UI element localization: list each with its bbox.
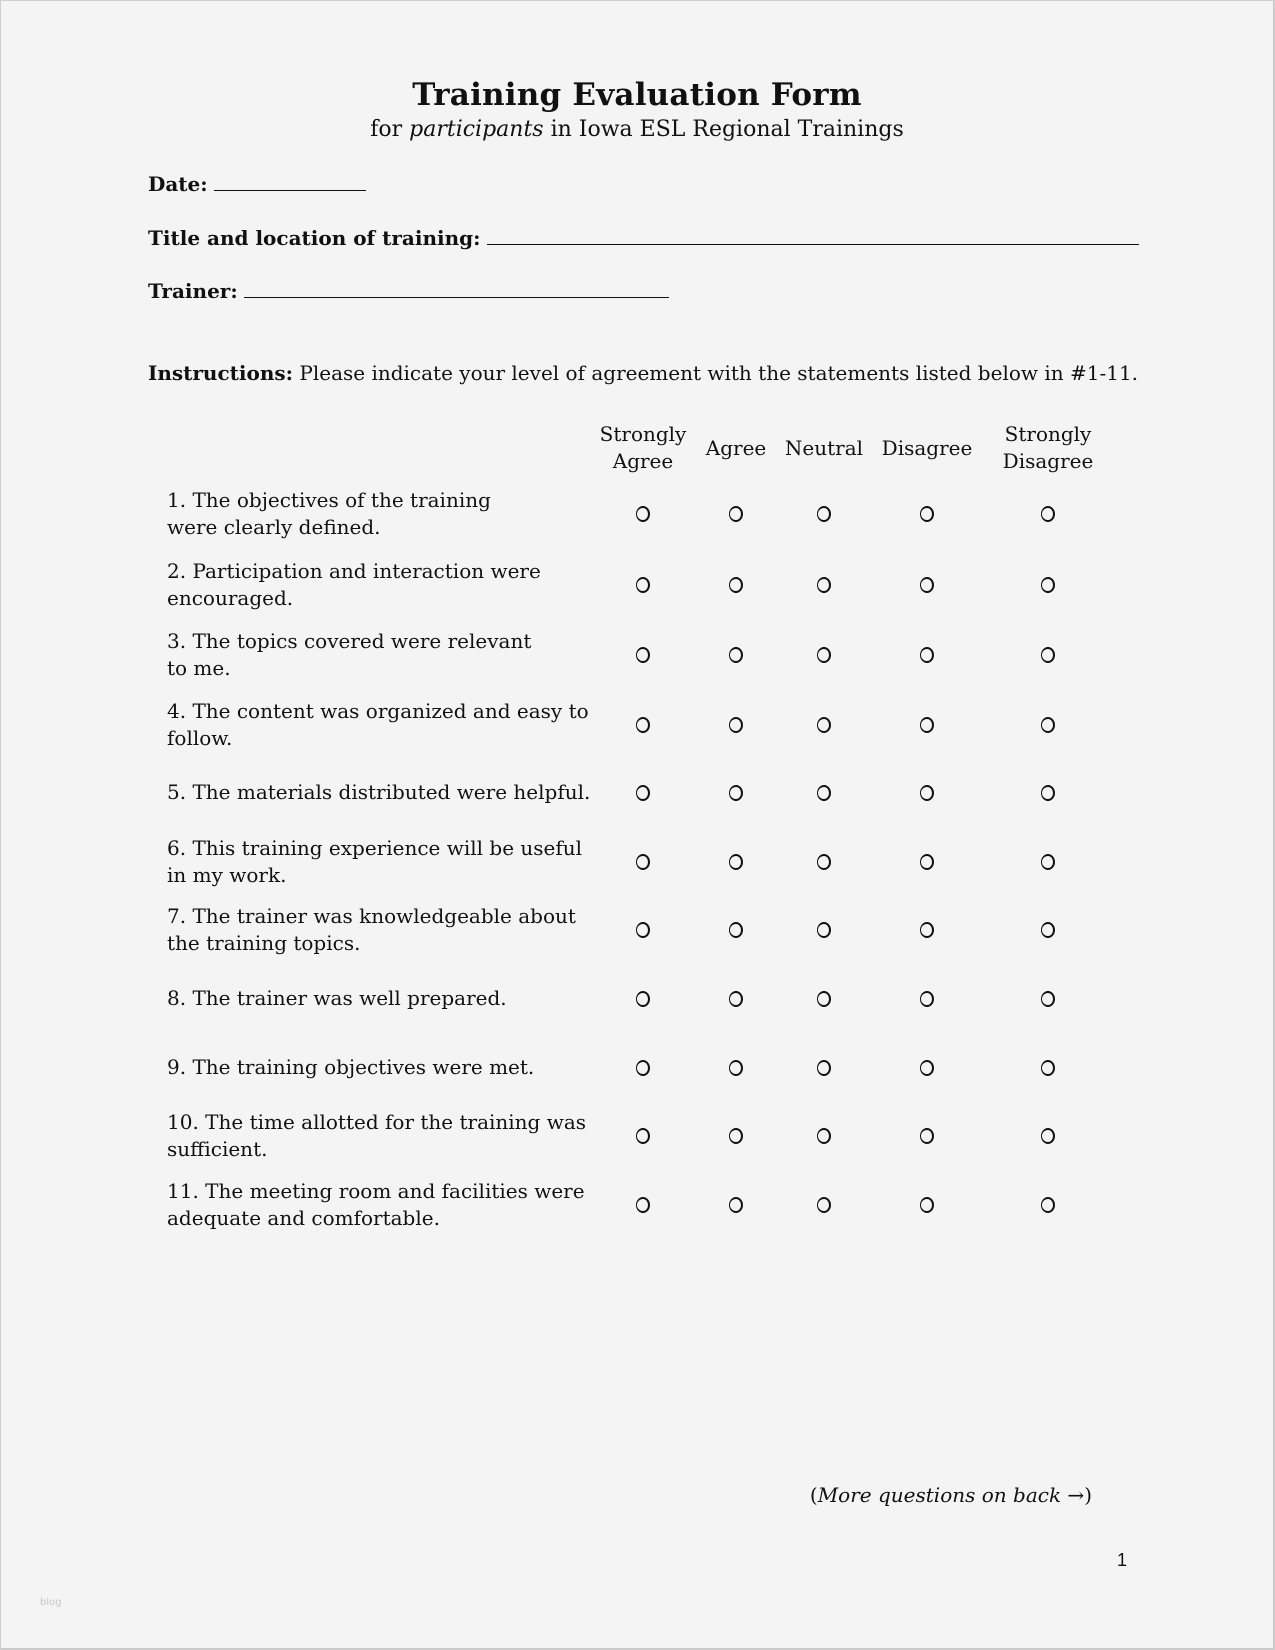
col-header-agree [706,435,766,462]
radio-q2-neutral[interactable] [817,577,831,593]
radio-q9-strongly-agree[interactable] [636,1060,650,1076]
form-subtitle [1,117,1273,142]
question-line: to me. [167,656,231,680]
radio-q2-strongly-disagree[interactable] [1041,577,1055,593]
radio-q5-neutral[interactable] [817,785,831,801]
trainer-field-row [148,279,669,303]
more-questions-text: More questions on back [817,1483,1068,1507]
question-line: 3. The topics covered were relevant [167,629,532,653]
radio-q7-neutral[interactable] [817,922,831,938]
page-number: 1 [1117,1550,1128,1570]
question-line: 4. The content was organized and easy to [167,699,589,723]
radio-q5-strongly-disagree[interactable] [1041,785,1055,801]
radio-q7-strongly-disagree[interactable] [1041,922,1055,938]
more-questions-note [810,1483,1092,1507]
question-10-text [167,1109,586,1163]
question-5-text [167,779,590,806]
arrow-right-icon: → [1067,1483,1085,1507]
radio-q7-agree[interactable] [729,922,743,938]
radio-q11-strongly-disagree[interactable] [1041,1197,1055,1213]
col-header-line: Agree [705,436,767,460]
watermark: blog [40,1597,62,1608]
radio-q11-agree[interactable] [729,1197,743,1213]
subtitle-prefix: for [370,117,410,142]
radio-q10-strongly-disagree[interactable] [1041,1128,1055,1144]
radio-q4-neutral[interactable] [817,717,831,733]
radio-q10-strongly-agree[interactable] [636,1128,650,1144]
question-line: 7. The trainer was knowledgeable about [167,904,576,928]
radio-q2-strongly-agree[interactable] [636,577,650,593]
radio-q8-neutral[interactable] [817,991,831,1007]
question-line: sufficient. [167,1137,268,1161]
radio-q10-disagree[interactable] [920,1128,934,1144]
radio-q9-strongly-disagree[interactable] [1041,1060,1055,1076]
radio-q9-disagree[interactable] [920,1060,934,1076]
question-9-text [167,1054,534,1081]
col-header-line: Agree [612,449,674,473]
instructions-label: Instructions: [148,361,294,385]
question-line: the training topics. [167,931,361,955]
question-line: follow. [167,726,233,750]
date-input-line[interactable] [214,172,366,191]
title-location-label: Title and location of training: [148,226,481,250]
question-line: encouraged. [167,586,294,610]
radio-q4-strongly-agree[interactable] [636,717,650,733]
radio-q11-strongly-agree[interactable] [636,1197,650,1213]
radio-q8-agree[interactable] [729,991,743,1007]
form-page [1,1,1274,1649]
question-6-text [167,835,582,889]
radio-q9-agree[interactable] [729,1060,743,1076]
radio-q10-agree[interactable] [729,1128,743,1144]
radio-q4-disagree[interactable] [920,717,934,733]
radio-q3-strongly-agree[interactable] [636,647,650,663]
title-location-field-row [148,226,1139,250]
question-line: 11. The meeting room and facilities were [167,1179,585,1203]
trainer-input-line[interactable] [244,279,669,298]
col-header-line: Disagree [1002,449,1094,473]
radio-q5-agree[interactable] [729,785,743,801]
radio-q5-strongly-agree[interactable] [636,785,650,801]
radio-q1-strongly-agree[interactable] [636,506,650,522]
col-header-disagree [882,435,973,462]
col-header-strongly-disagree [1003,421,1094,475]
radio-q7-strongly-agree[interactable] [636,922,650,938]
subtitle-emphasis: participants [409,117,544,142]
question-line: 5. The materials distributed were helpful. [167,780,591,804]
col-header-line: Strongly [599,422,687,446]
trainer-label: Trainer: [148,279,238,303]
col-header-strongly-agree [600,421,687,475]
radio-q1-strongly-disagree[interactable] [1041,506,1055,522]
question-line: 10. The time allotted for the training was [167,1110,587,1134]
radio-q6-agree[interactable] [729,854,743,870]
radio-q3-neutral[interactable] [817,647,831,663]
radio-q5-disagree[interactable] [920,785,934,801]
col-header-line: Neutral [784,436,864,460]
question-4-text [167,698,589,752]
radio-q8-disagree[interactable] [920,991,934,1007]
open-paren: ( [809,1483,818,1507]
question-1-text [167,487,491,541]
radio-q6-strongly-agree[interactable] [636,854,650,870]
col-header-line: Strongly [1004,422,1092,446]
radio-q1-disagree[interactable] [920,506,934,522]
radio-q6-neutral[interactable] [817,854,831,870]
radio-q11-neutral[interactable] [817,1197,831,1213]
question-line: 8. The trainer was well prepared. [167,986,507,1010]
radio-q11-disagree[interactable] [920,1197,934,1213]
radio-q2-disagree[interactable] [920,577,934,593]
radio-q8-strongly-disagree[interactable] [1041,991,1055,1007]
question-11-text [167,1178,585,1232]
radio-q2-agree[interactable] [729,577,743,593]
question-line: 6. This training experience will be useful [167,836,583,860]
title-location-input-line[interactable] [487,226,1139,245]
radio-q3-agree[interactable] [729,647,743,663]
form-title: Training Evaluation Form [412,77,862,113]
question-line: 2. Participation and interaction were [167,559,541,583]
col-header-neutral [785,435,863,462]
question-8-text [167,985,507,1012]
question-line: were clearly defined. [167,515,381,539]
radio-q9-neutral[interactable] [817,1060,831,1076]
question-line: 9. The training objectives were met. [167,1055,535,1079]
radio-q1-agree[interactable] [729,506,743,522]
radio-q3-disagree[interactable] [920,647,934,663]
radio-q8-strongly-agree[interactable] [636,991,650,1007]
instructions [148,361,1138,385]
radio-q7-disagree[interactable] [920,922,934,938]
radio-q1-neutral[interactable] [817,506,831,522]
radio-q4-strongly-disagree[interactable] [1041,717,1055,733]
question-line: in my work. [167,863,287,887]
question-2-text [167,558,541,612]
radio-q3-strongly-disagree[interactable] [1041,647,1055,663]
subtitle-suffix: in Iowa ESL Regional Trainings [543,117,904,142]
question-line: adequate and comfortable. [167,1206,440,1230]
question-line: 1. The objectives of the training [167,488,491,512]
radio-q10-neutral[interactable] [817,1128,831,1144]
instructions-text: Please indicate your level of agreement with the statements listed below in #1-11. [293,361,1139,385]
question-7-text [167,903,576,957]
radio-q6-disagree[interactable] [920,854,934,870]
date-label: Date: [148,172,208,196]
date-field-row [148,172,366,196]
radio-q4-agree[interactable] [729,717,743,733]
col-header-line: Disagree [881,436,973,460]
question-3-text [167,628,531,682]
close-paren: ) [1084,1483,1092,1507]
radio-q6-strongly-disagree[interactable] [1041,854,1055,870]
